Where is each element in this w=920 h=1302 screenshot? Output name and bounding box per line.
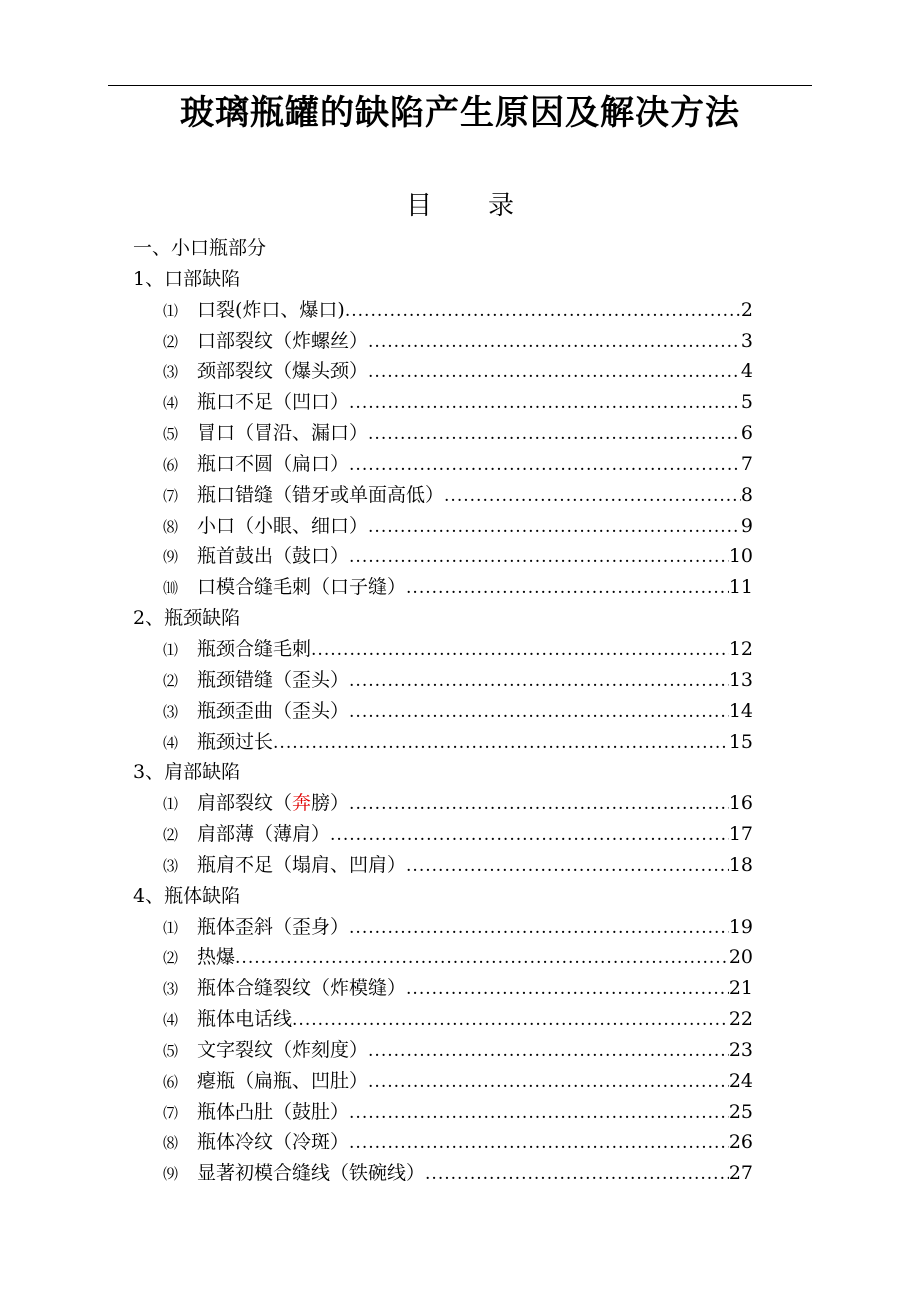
toc-entry[interactable] — [0, 1004, 753, 1035]
entry-page-number: 22 — [728, 1008, 753, 1031]
entry-label: 瓶肩不足（塌肩、凹肩） — [197, 853, 407, 876]
entry-page-number: 2 — [740, 298, 753, 321]
dot-leader — [235, 943, 729, 974]
entry-page-number: 14 — [728, 699, 753, 722]
dot-leader — [273, 728, 729, 759]
table-of-contents — [0, 233, 920, 1189]
entry-label: 瓶口错缝（错牙或单面高低） — [197, 483, 445, 506]
entry-number: ⑷ — [163, 394, 179, 413]
entry-label: 文字裂纹（炸刻度） — [197, 1038, 369, 1061]
dot-leader — [406, 573, 729, 604]
dot-leader — [349, 1128, 729, 1159]
toc-entry[interactable] — [0, 1097, 753, 1128]
toc-entry[interactable] — [0, 1035, 753, 1066]
entry-number: ⑽ — [163, 579, 179, 598]
entry-label-part: 肩部裂纹（ — [197, 792, 293, 815]
toc-entry[interactable] — [0, 912, 753, 943]
toc-entry[interactable] — [0, 511, 753, 542]
entry-label: 口模合缝毛刺（口子缝） — [197, 576, 407, 599]
entry-page-number: 7 — [740, 452, 753, 475]
dot-leader — [368, 512, 741, 543]
toc-entry[interactable] — [0, 696, 753, 727]
entry-page-number: 20 — [728, 946, 753, 969]
entry-number: ⑼ — [163, 548, 179, 567]
entry-page-number: 18 — [728, 853, 753, 876]
entry-label — [197, 788, 349, 819]
toc-heading-char-1: 目 — [405, 191, 432, 221]
entry-page-number: 10 — [728, 545, 753, 568]
entry-page-number: 23 — [728, 1038, 753, 1061]
entry-number: ⑶ — [163, 363, 179, 382]
entry-number: ⑷ — [163, 1011, 179, 1030]
toc-entry[interactable] — [0, 942, 753, 973]
document-title: 玻璃瓶罐的缺陷产生原因及解决方法 — [180, 93, 740, 133]
entry-label: 口部裂纹（炸螺丝） — [197, 329, 369, 352]
entry-page-number: 5 — [740, 391, 753, 414]
entry-page-number: 11 — [728, 576, 753, 599]
entry-label: 颈部裂纹（爆头颈） — [197, 360, 369, 383]
entry-label: 显著初模合缝线（铁碗线） — [197, 1162, 426, 1185]
entry-label: 冒口（冒沿、漏口） — [197, 422, 369, 445]
entry-number: ⑴ — [163, 918, 179, 937]
entry-label: 热爆 — [197, 946, 236, 969]
entry-page-number: 13 — [728, 668, 753, 691]
entry-label: 瓶体冷纹（冷斑） — [197, 1131, 350, 1154]
toc-entry[interactable] — [0, 356, 753, 387]
toc-heading-char-2: 录 — [488, 191, 515, 221]
entry-label: 肩部薄（薄肩） — [197, 823, 331, 846]
entry-label: 瓶体电话线 — [197, 1008, 293, 1031]
toc-section-heading: 3、肩部缺陷 — [133, 761, 241, 784]
dot-leader — [368, 419, 741, 450]
entry-number: ⑵ — [163, 949, 179, 968]
entry-label: 瓶颈过长 — [197, 730, 274, 753]
entry-number: ⑺ — [163, 1103, 179, 1122]
dot-leader — [292, 1005, 729, 1036]
entry-number: ⑵ — [163, 332, 179, 351]
entry-number: ⑻ — [163, 1134, 179, 1153]
entry-number: ⑵ — [163, 826, 179, 845]
entry-label: 瓶体歪斜（歪身） — [197, 915, 350, 938]
entry-number: ⑵ — [163, 671, 179, 690]
dot-leader — [425, 1159, 729, 1190]
dot-leader — [368, 327, 741, 358]
entry-number: ⑸ — [163, 1041, 179, 1060]
entry-page-number: 27 — [728, 1162, 753, 1185]
dot-leader — [345, 296, 741, 327]
toc-entry[interactable] — [0, 295, 753, 326]
entry-label: 口裂(炸口、爆口) — [197, 298, 345, 321]
entry-page-number: 6 — [740, 422, 753, 445]
entry-page-number: 19 — [728, 915, 753, 938]
entry-page-number: 21 — [728, 977, 753, 1000]
toc-part-heading: 一、小口瓶部分 — [133, 237, 267, 259]
dot-leader — [349, 388, 741, 419]
dot-leader — [349, 913, 729, 944]
entry-number: ⑻ — [163, 517, 179, 536]
toc-entry[interactable] — [0, 449, 753, 480]
entry-label: 小口（小眼、细口） — [197, 514, 369, 537]
toc-entry[interactable] — [0, 973, 753, 1004]
dot-leader — [349, 666, 729, 697]
toc-section-heading: 1、口部缺陷 — [133, 267, 241, 290]
dot-leader — [349, 450, 741, 481]
dot-leader — [349, 1098, 729, 1129]
entry-number: ⑶ — [163, 702, 179, 721]
entry-page-number: 16 — [728, 792, 753, 815]
dot-leader — [406, 974, 729, 1005]
toc-entry[interactable] — [0, 326, 753, 357]
entry-label: 瓶口不足（凹口） — [197, 391, 350, 414]
entry-number: ⑴ — [163, 795, 179, 814]
entry-page-number: 3 — [740, 329, 753, 352]
entry-label: 瓶颈合缝毛刺 — [197, 637, 312, 660]
entry-label: 瓶首鼓出（鼓口） — [197, 545, 350, 568]
entry-number: ⑴ — [163, 640, 179, 659]
toc-entry[interactable] — [0, 480, 753, 511]
entry-page-number: 26 — [728, 1131, 753, 1154]
entry-page-number: 9 — [740, 514, 753, 537]
entry-label: 瓶颈歪曲（歪头） — [197, 699, 350, 722]
toc-entry[interactable] — [0, 1127, 753, 1158]
entry-label: 瓶体合缝裂纹（炸模缝） — [197, 977, 407, 1000]
dot-leader — [311, 635, 729, 666]
dot-leader — [349, 542, 729, 573]
entry-number: ⑹ — [163, 455, 179, 474]
entry-page-number: 25 — [728, 1100, 753, 1123]
entry-page-number: 15 — [728, 730, 753, 753]
dot-leader — [368, 1036, 729, 1067]
dot-leader — [349, 697, 729, 728]
toc-entry[interactable] — [0, 387, 753, 418]
toc-entry[interactable] — [0, 418, 753, 449]
entry-label: 瓶颈错缝（歪头） — [197, 668, 350, 691]
entry-number: ⑴ — [163, 301, 179, 320]
dot-leader — [349, 789, 729, 820]
header-rule — [108, 85, 812, 86]
entry-page-number: 12 — [728, 637, 753, 660]
toc-entry[interactable] — [0, 541, 753, 572]
entry-number: ⑶ — [163, 980, 179, 999]
dot-leader — [330, 820, 729, 851]
toc-entry[interactable] — [0, 1158, 753, 1189]
toc-section-heading: 2、瓶颈缺陷 — [133, 607, 241, 630]
entry-page-number: 4 — [740, 360, 753, 383]
toc-entry[interactable] — [0, 634, 753, 665]
entry-number: ⑼ — [163, 1165, 179, 1184]
entry-label-part: 膀） — [311, 792, 350, 815]
entry-page-number: 8 — [740, 483, 753, 506]
entry-label: 瓶口不圆（扁口） — [197, 452, 350, 475]
toc-entry[interactable] — [0, 850, 753, 881]
entry-label: 瘪瓶（扁瓶、凹肚） — [197, 1069, 369, 1092]
entry-number: ⑺ — [163, 486, 179, 505]
toc-heading — [0, 188, 920, 224]
toc-section-heading: 4、瓶体缺陷 — [133, 884, 241, 907]
entry-number: ⑶ — [163, 856, 179, 875]
toc-entry[interactable] — [0, 1066, 753, 1097]
entry-label-highlight: 奔 — [292, 792, 312, 815]
toc-entry[interactable] — [0, 572, 753, 603]
toc-entry[interactable] — [0, 819, 753, 850]
entry-number: ⑹ — [163, 1072, 179, 1091]
dot-leader — [406, 851, 729, 882]
dot-leader — [368, 1067, 729, 1098]
dot-leader — [444, 481, 741, 512]
toc-entry[interactable] — [0, 665, 753, 696]
entry-page-number: 17 — [728, 823, 753, 846]
entry-number: ⑸ — [163, 425, 179, 444]
entry-page-number: 24 — [728, 1069, 753, 1092]
toc-entry[interactable] — [0, 788, 753, 819]
dot-leader — [368, 357, 741, 388]
entry-number: ⑷ — [163, 733, 179, 752]
toc-entry[interactable] — [0, 727, 753, 758]
entry-label: 瓶体凸肚（鼓肚） — [197, 1100, 350, 1123]
